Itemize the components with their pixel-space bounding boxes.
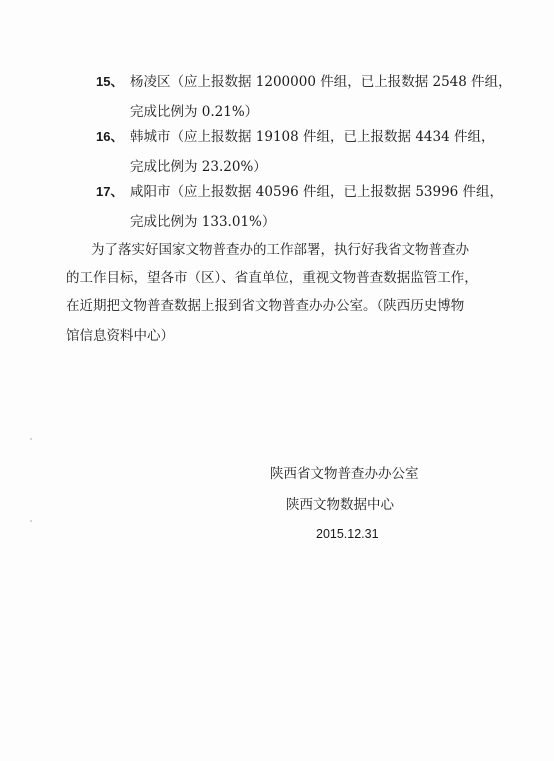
- scan-speck: [30, 438, 32, 440]
- item-line: 完成比例为 0.21%）: [130, 104, 259, 120]
- item-line: 完成比例为 23.20%）: [130, 159, 267, 175]
- signature-date: 2015.12.31: [316, 527, 379, 541]
- signature-org: 陕西省文物普查办办公室: [270, 466, 419, 482]
- item-line: 完成比例为 133.01%）: [130, 214, 276, 230]
- item-line: 杨凌区（应上报数据 1200000 件组，已上报数据 2548 件组，: [130, 74, 512, 90]
- item-line: 咸阳市（应上报数据 40596 件组，已上报数据 53996 件组，: [130, 184, 504, 200]
- paragraph-line: 为了落实好国家文物普查办的工作部署，执行好我省文物普查办: [91, 242, 469, 258]
- item-number: 16、: [96, 129, 124, 144]
- paragraph-line: 的工作目标，望各市（区）、省直单位，重视文物普查数据监管工作，: [66, 270, 478, 286]
- scan-speck: [30, 520, 32, 522]
- signature-org: 陕西文物数据中心: [286, 497, 394, 513]
- paragraph-line: 在近期把文物普查数据上报到省文物普查办办公室。（陕西历史博物: [66, 298, 465, 314]
- item-line: 韩城市（应上报数据 19108 件组，已上报数据 4434 件组，: [130, 129, 495, 145]
- paragraph-line: 馆信息资料中心）: [66, 328, 174, 344]
- item-number: 17、: [96, 184, 124, 199]
- item-number: 15、: [96, 74, 124, 89]
